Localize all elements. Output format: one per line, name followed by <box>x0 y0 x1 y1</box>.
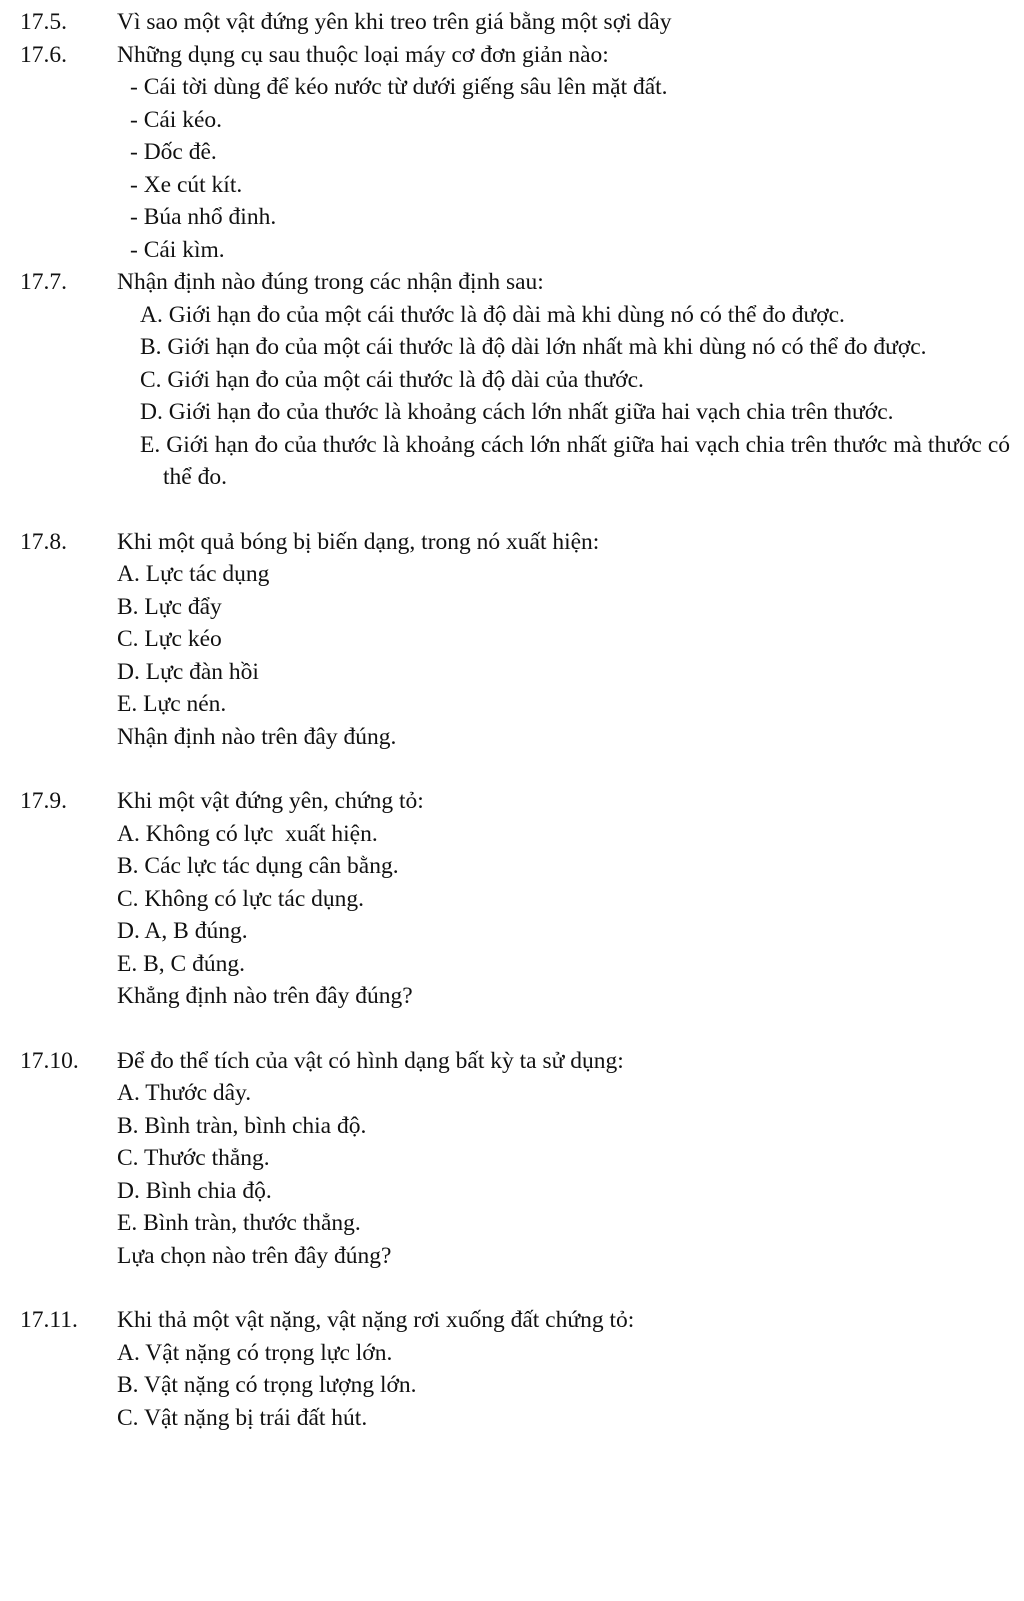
list-item: - Cái tời dùng để kéo nước từ dưới giếng sâu lên mặt đất. <box>130 74 668 100</box>
question-stem: Khi một vật đứng yên, chứng tỏ: <box>117 788 424 814</box>
answer-option-d: D. Giới hạn đo của thước là khoảng cách lớn nhất giữa hai vạch chia trên thước. <box>140 399 894 425</box>
question-stem: Khi một quả bóng bị biến dạng, trong nó xuất hiện: <box>117 528 600 555</box>
list-item: - Cái kéo. <box>130 106 223 133</box>
answer-option-a: A. Vật nặng có trọng lực lớn. <box>117 1339 393 1366</box>
question-stem: Nhận định nào đúng trong các nhận định sau: <box>117 269 544 295</box>
answer-option-d: D. A, B đúng. <box>117 918 248 944</box>
question-number: 17.6. <box>20 41 67 68</box>
answer-option-b: B. Giới hạn đo của một cái thước là độ dài lớn nhất mà khi dùng nó có thể đo được. <box>140 334 927 360</box>
question-17-6 <box>0 39 1024 267</box>
question-stem: Vì sao một vật đứng yên khi treo trên giá bằng một sợi dây <box>117 9 672 35</box>
question-number: 17.8. <box>20 528 67 555</box>
question-closing: Nhận định nào trên đây đúng. <box>117 723 397 750</box>
question-closing: Khẳng định nào trên đây đúng? <box>117 983 413 1009</box>
question-17-7 <box>0 266 1024 494</box>
answer-option-c: C. Lực kéo <box>117 626 222 652</box>
list-item: - Xe cút kít. <box>130 171 243 198</box>
question-17-9 <box>0 785 1024 1013</box>
question-17-8 <box>0 526 1024 754</box>
answer-option-c: C. Thước thẳng. <box>117 1145 270 1171</box>
question-number: 17.9. <box>20 788 67 814</box>
question-number: 17.11. <box>20 1307 78 1333</box>
answer-option-c: C. Vật nặng bị trái đất hút. <box>117 1404 368 1431</box>
answer-option-a: A. Lực tác dụng <box>117 561 270 587</box>
answer-option-b: B. Vật nặng có trọng lượng lớn. <box>117 1372 417 1398</box>
question-17-5 <box>0 6 1024 39</box>
question-number: 17.7. <box>20 269 67 295</box>
question-number: 17.10. <box>20 1047 79 1074</box>
list-item: - Búa nhổ đinh. <box>130 204 277 230</box>
answer-option-e: E. Lực nén. <box>117 691 227 717</box>
answer-option-d: D. Bình chia độ. <box>117 1177 272 1204</box>
answer-option-b: B. Các lực tác dụng cân bằng. <box>117 853 399 879</box>
answer-option-a: A. Thước dây. <box>117 1080 252 1106</box>
question-17-10 <box>0 1045 1024 1273</box>
question-number: 17.5. <box>20 9 67 35</box>
answer-option-a: A. Giới hạn đo của một cái thước là độ dài mà khi dùng nó có thể đo được. <box>140 301 845 328</box>
question-stem: Để đo thể tích của vật có hình dạng bất kỳ ta sử dụng: <box>117 1047 624 1074</box>
question-stem: Những dụng cụ sau thuộc loại máy cơ đơn giản nào: <box>117 41 609 68</box>
list-item: - Dốc đê. <box>130 139 217 165</box>
answer-option-e: E. Bình tràn, thước thẳng. <box>117 1210 361 1236</box>
answer-option-c: C. Không có lực tác dụng. <box>117 885 365 912</box>
question-stem: Khi thả một vật nặng, vật nặng rơi xuống đất chứng tỏ: <box>117 1307 635 1333</box>
answer-option-b: B. Bình tràn, bình chia độ. <box>117 1112 367 1139</box>
answer-option-d: D. Lực đàn hồi <box>117 658 259 685</box>
answer-option-e: E. Giới hạn đo của thước là khoảng cách lớn nhất giữa hai vạch chia trên thước mà thước có thể đo. <box>140 431 1010 490</box>
answer-option-b: B. Lực đẩy <box>117 593 222 620</box>
list-item: - Cái kìm. <box>130 236 225 263</box>
answer-option-c: C. Giới hạn đo của một cái thước là độ dài của thước. <box>140 366 644 393</box>
question-17-11 <box>0 1304 1024 1434</box>
question-closing: Lựa chọn nào trên đây đúng? <box>117 1242 392 1269</box>
answer-option-a: A. Không có lực xuất hiện. <box>117 820 378 847</box>
answer-option-e: E. B, C đúng. <box>117 950 245 977</box>
